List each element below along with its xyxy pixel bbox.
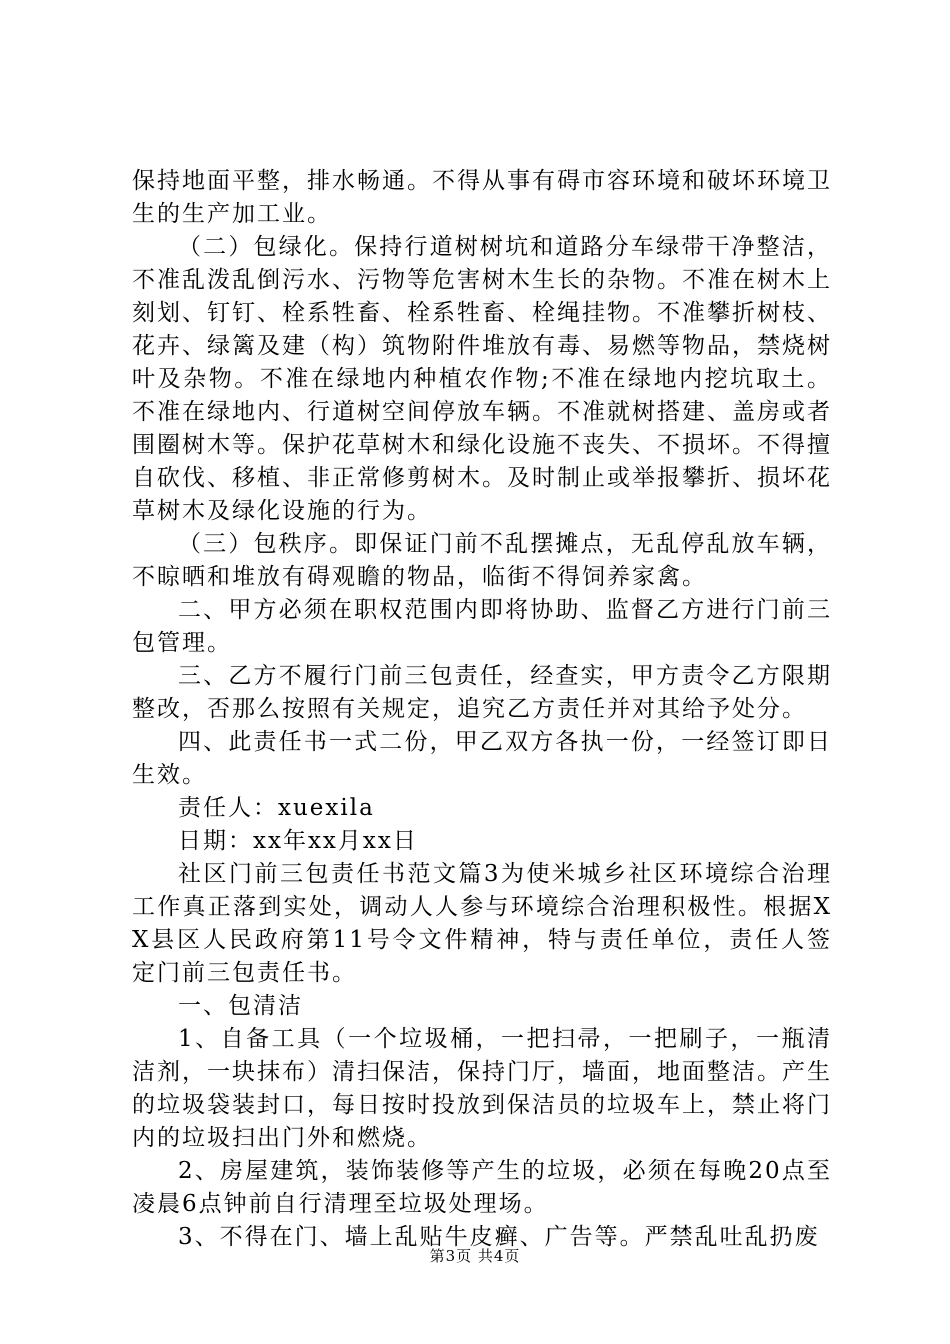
date-line: 日期：xx年xx月xx日	[178, 828, 418, 854]
paragraph-clause-4: 四、此责任书一式二份，甲乙双方各执一份，一经签订即日生效。	[132, 729, 832, 788]
paragraph-item-3: 3、不得在门、墙上乱贴牛皮癣、广告等。严禁乱吐乱扔废	[178, 1224, 820, 1250]
responsible-person: 责任人：xuexila	[178, 795, 375, 821]
paragraph-order: （三）包秩序。即保证门前不乱摆摊点，无乱停乱放车辆，不晾晒和堆放有碍观瞻的物品，临街不得饲养家禽。	[132, 531, 832, 590]
paragraph-continuation: 保持地面平整，排水畅通。不得从事有碍市容环境和破坏环境卫生的生产加工业。	[132, 168, 832, 227]
document-body	[132, 165, 832, 1254]
paragraph-clause-3: 三、乙方不履行门前三包责任，经查实，甲方责令乙方限期整改，否那么按照有关规定，追究乙方责任并对其给予处分。	[132, 663, 832, 722]
page-number: 第3页 共4页	[429, 1247, 521, 1265]
page-footer	[0, 1246, 950, 1266]
paragraph-item-1: 1、自备工具（一个垃圾桶，一把扫帚，一把刷子，一瓶清洁剂，一块抹布）清扫保洁，保持门厅，墙面，地面整洁。产生的垃圾袋装封口，每日按时投放到保洁员的垃圾车上，禁止将门内的垃圾扫出门外和燃烧。	[132, 1026, 832, 1151]
paragraph-clause-2: 二、甲方必须在职权范围内即将协助、监督乙方进行门前三包管理。	[132, 597, 832, 656]
section-heading-cleaning: 一、包清洁	[178, 993, 303, 1019]
paragraph-item-2: 2、房屋建筑，装饰装修等产生的垃圾，必须在每晚20点至凌晨6点钟前自行清理至垃圾处理场。	[132, 1158, 832, 1217]
paragraph-greening: （二）包绿化。保持行道树树坑和道路分车绿带干净整洁，不准乱泼乱倒污水、污物等危害树木生长的杂物。不准在树木上刻划、钉钉、栓系牲畜、栓系牲畜、栓绳挂物。不准攀折树枝、花卉、绿篱及建（构）筑物附件堆放有毒、易燃等物品，禁烧树叶及杂物。不准在绿地内种植农作物;不准在绿地内挖坑取土。不准在绿地内、行道树空间停放车辆。不准就树搭建、盖房或者围圈树木等。保护花草树木和绿化设施不丧失、不损坏。不得擅自砍伐、移植、非正常修剪树木。及时制止或举报攀折、损坏花草树木及绿化设施的行为。	[132, 234, 832, 524]
paragraph-sample-3-intro: 社区门前三包责任书范文篇3为使米城乡社区环境综合治理工作真正落到实处，调动人人参与环境综合治理积极性。根据XX县区人民政府第11号令文件精神，特与责任单位，责任人签定门前三包责任书。	[132, 861, 832, 986]
